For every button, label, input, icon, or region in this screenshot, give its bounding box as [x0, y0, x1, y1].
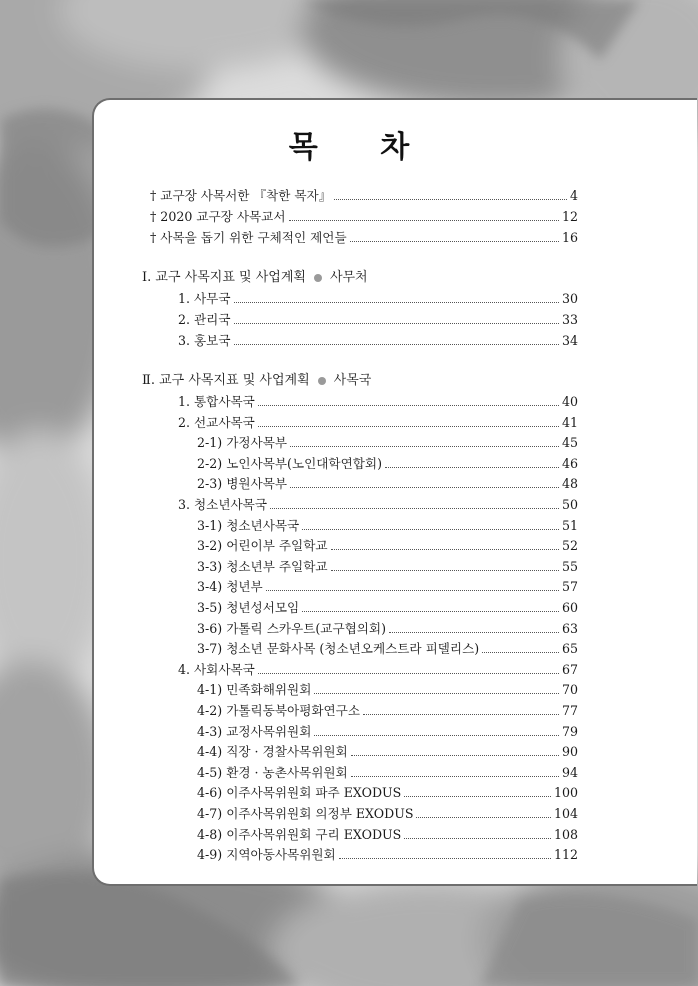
dot-leader — [416, 805, 550, 818]
toc-intro-entry[interactable] — [150, 229, 578, 247]
toc-entry-label: 2-1) 가정사목부 — [197, 435, 288, 451]
toc-subentry[interactable] — [197, 475, 578, 493]
dot-leader — [289, 208, 559, 221]
page-title: 목 차 — [288, 130, 436, 165]
toc-subentry[interactable] — [197, 517, 578, 535]
toc-entry-page: 40 — [561, 394, 578, 409]
toc-entry-page: 100 — [553, 785, 578, 801]
toc-entry-page: 90 — [561, 744, 578, 760]
toc-entry-page: 48 — [561, 476, 578, 492]
toc-entry-page: 67 — [561, 661, 578, 677]
toc-entry-label: 4-3) 교정사목위원회 — [197, 723, 312, 739]
dot-leader — [314, 681, 559, 694]
dot-leader — [339, 846, 551, 859]
toc-subentry[interactable] — [197, 702, 578, 720]
toc-entry-label: 4-1) 민족화해위원회 — [197, 682, 312, 698]
dot-leader — [331, 537, 559, 550]
dot-leader — [482, 640, 559, 653]
toc-entry[interactable] — [178, 311, 578, 329]
toc-entry-page: 55 — [561, 558, 578, 574]
section-heading — [142, 372, 371, 390]
dot-leader — [404, 784, 551, 797]
dot-leader — [331, 558, 559, 571]
dot-leader — [334, 187, 567, 200]
toc-entry-label: 4-8) 이주사목위원회 구리 EXODUS — [197, 826, 402, 842]
toc-entry[interactable] — [178, 414, 578, 432]
dot-leader — [351, 743, 559, 756]
toc-entry-label: 3-7) 청소년 문화사목 (청소년오케스트라 피델리스) — [197, 641, 480, 657]
toc-entry-label: 1. 사무국 — [178, 291, 231, 306]
dot-leader — [385, 455, 559, 468]
toc-subentry[interactable] — [197, 846, 578, 864]
toc-entry-label: 4-7) 이주사목위원회 의정부 EXODUS — [197, 806, 414, 821]
toc-entry-label: 2-2) 노인사목부(노인대학연합회) — [197, 455, 383, 471]
bullet-icon — [318, 377, 326, 385]
toc-entry-page: 46 — [561, 455, 578, 471]
toc-entry-page: 79 — [561, 723, 578, 739]
toc-entry-page: 4 — [569, 188, 578, 203]
toc-subentry[interactable] — [197, 743, 578, 761]
toc-entry-label: 3. 홍보국 — [178, 332, 231, 348]
dot-leader — [234, 290, 559, 303]
toc-subentry[interactable] — [197, 434, 578, 452]
toc-entry-page: 112 — [553, 847, 578, 863]
toc-entry-page: 52 — [561, 538, 578, 554]
section-office: 사무처 — [329, 270, 368, 285]
dot-leader — [389, 620, 559, 633]
toc-entry-label: 1. 통합사목국 — [178, 394, 255, 409]
dot-leader — [302, 517, 559, 530]
toc-entry-label: 4-2) 가톨릭동북아평화연구소 — [197, 703, 361, 718]
toc-entry-label: 4-5) 환경 · 농촌사목위원회 — [197, 764, 348, 780]
toc-subentry[interactable] — [197, 599, 578, 617]
section-heading — [142, 269, 368, 287]
toc-entry-label: 3-3) 청소년부 주일학교 — [197, 558, 328, 574]
toc-entry-page: 34 — [561, 332, 578, 348]
toc-entry[interactable] — [178, 496, 578, 514]
dot-leader — [258, 661, 559, 674]
toc-subentry[interactable] — [197, 455, 578, 473]
toc-entry-label: 3-5) 청년성서모임 — [197, 600, 300, 615]
dot-leader — [302, 599, 559, 612]
toc-subentry[interactable] — [197, 681, 578, 699]
toc-subentry[interactable] — [197, 784, 578, 802]
toc-entry-page: 63 — [561, 620, 578, 636]
toc-entry-label: 3. 청소년사목국 — [178, 497, 268, 512]
section-office: 사목국 — [333, 373, 372, 388]
toc-entry-label: 3-2) 어린이부 주일학교 — [197, 538, 328, 554]
toc-entry-page: 60 — [561, 600, 578, 615]
toc-entry-page: 41 — [561, 414, 578, 430]
dot-leader — [258, 414, 559, 427]
dot-leader — [363, 702, 559, 715]
toc-entry-page: 70 — [561, 682, 578, 698]
dot-leader — [290, 434, 559, 447]
dot-leader — [404, 826, 551, 839]
toc-entry-label: 3-1) 청소년사목국 — [197, 517, 300, 533]
toc-subentry[interactable] — [197, 723, 578, 741]
toc-entry-page: 57 — [561, 579, 578, 595]
toc-entry[interactable] — [178, 661, 578, 679]
toc-subentry[interactable] — [197, 578, 578, 596]
toc-entry-label: 2. 관리국 — [178, 311, 231, 327]
toc-entry-label: † 사목을 돕기 위한 구체적인 제언들 — [150, 230, 347, 245]
dot-leader — [258, 393, 559, 406]
toc-entry-page: 51 — [561, 517, 578, 533]
dot-leader — [314, 723, 559, 736]
toc-entry-page: 16 — [561, 230, 578, 245]
section-title: Ⅰ. 교구 사목지표 및 사업계획 — [142, 270, 306, 285]
dot-leader — [270, 496, 559, 509]
dot-leader — [351, 764, 559, 777]
toc-entry-label: 4-9) 지역아동사목위원회 — [197, 847, 336, 863]
toc-entry[interactable] — [178, 290, 578, 308]
dot-leader — [234, 311, 559, 324]
toc-entry-label: 4-6) 이주사목위원회 파주 EXODUS — [197, 785, 402, 801]
toc-intro-entry[interactable] — [150, 187, 578, 205]
toc-subentry[interactable] — [197, 537, 578, 555]
toc-entry-page: 50 — [561, 497, 578, 512]
bullet-icon — [314, 274, 322, 282]
toc-subentry[interactable] — [197, 640, 578, 658]
toc-entry[interactable] — [178, 332, 578, 350]
dot-leader — [266, 578, 559, 591]
toc-entry-label: † 2020 교구장 사목교서 — [150, 209, 286, 224]
toc-entry-page: 94 — [561, 764, 578, 780]
toc-entry-page: 65 — [561, 641, 578, 657]
toc-subentry[interactable] — [197, 764, 578, 782]
toc-subentry[interactable] — [197, 620, 578, 638]
toc-entry-label: † 교구장 사목서한 『착한 목자』 — [150, 188, 332, 203]
toc-entry-label: 2. 선교사목국 — [178, 414, 255, 430]
toc-subentry[interactable] — [197, 558, 578, 576]
toc-entry-label: 4-4) 직장 · 경찰사목위원회 — [197, 744, 348, 760]
toc-entry-page: 104 — [553, 806, 578, 821]
toc-entry[interactable] — [178, 393, 578, 411]
toc-subentry[interactable] — [197, 826, 578, 844]
dot-leader — [350, 229, 559, 242]
toc-entry-page: 45 — [561, 435, 578, 451]
toc-entry-page: 12 — [561, 209, 578, 224]
toc-intro-entry[interactable] — [150, 208, 578, 226]
dot-leader — [290, 475, 559, 488]
toc-entry-label: 4. 사회사목국 — [178, 661, 255, 677]
toc-entry-page: 108 — [553, 826, 578, 842]
toc-subentry[interactable] — [197, 805, 578, 823]
dot-leader — [234, 332, 559, 345]
toc-entry-label: 2-3) 병원사목부 — [197, 476, 288, 492]
toc-entry-page: 77 — [561, 703, 578, 718]
toc-entry-page: 30 — [561, 291, 578, 306]
toc-entry-page: 33 — [561, 311, 578, 327]
toc-entry-label: 3-6) 가톨릭 스카우트(교구협의회) — [197, 620, 387, 636]
section-title: Ⅱ. 교구 사목지표 및 사업계획 — [142, 373, 310, 388]
toc-entry-label: 3-4) 청년부 — [197, 579, 263, 595]
